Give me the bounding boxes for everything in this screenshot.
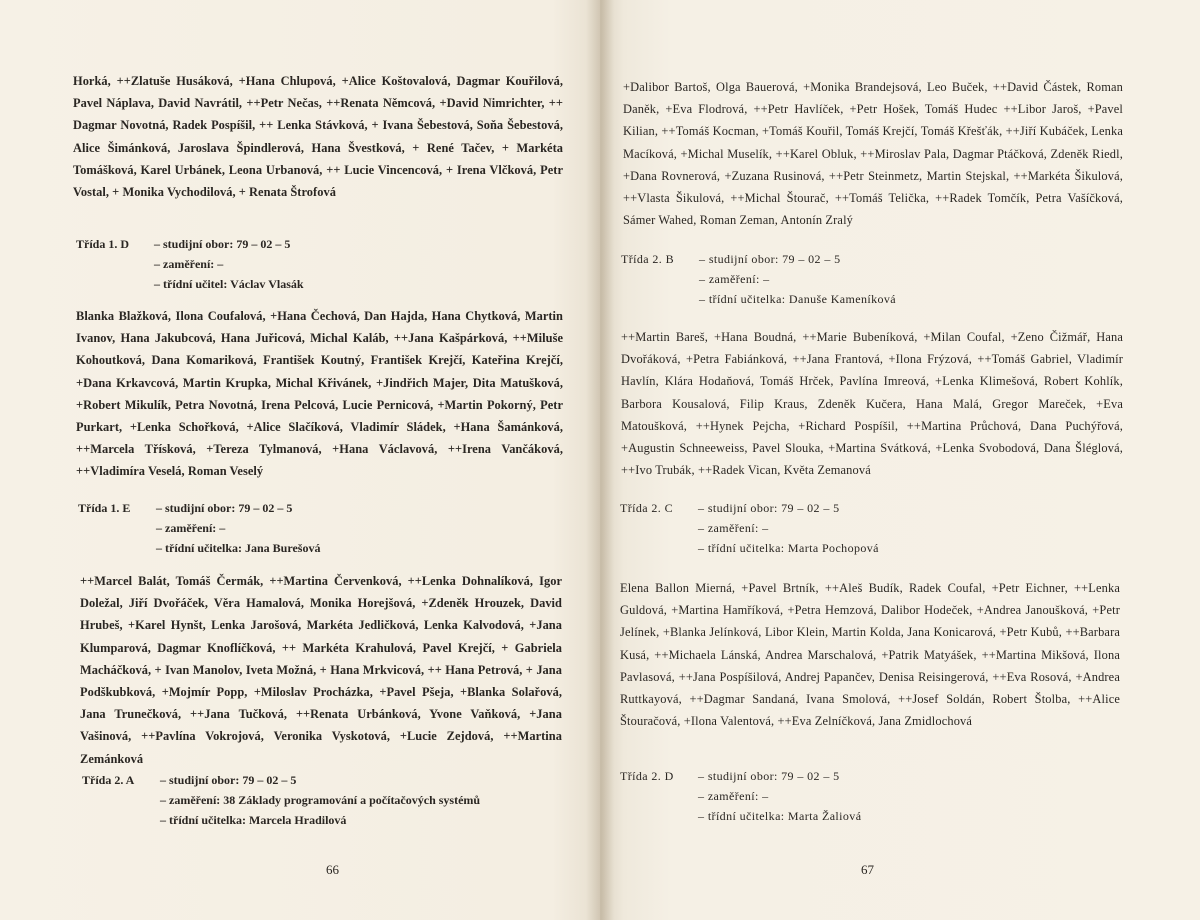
intro-student-list: Horká, ++Zlatuše Husáková, +Hana Chlupová, +Alice Koštovalová, Dagmar Kouřilová, Pavel Náplava, David Navrátil, ++Petr Nečas, ++Renata Němcová, +David Nimrichter, ++ Dagmar Novotná, Radek Pospíšil, ++ Lenka Stávková, + Ivana Šebestová, Soňa Šebestová, Alice Šimánková, Jaroslava Špindlerová, Hana Švestková, + René Tačev, + Markéta Tomášková, Karel Urbánek, Leona Urbanová, ++ Lucie Vincencová, + Irena Vlčková, Petr Vostal, + Monika Vychodilová, + Renata Štrofová — [73, 74, 563, 200]
class-label: Třída 2. D — [620, 769, 674, 783]
class-teacher: – třídní učitelka: Marta Pochopová — [698, 538, 879, 558]
field-of-study: – studijní obor: 79 – 02 – 5 — [160, 770, 480, 790]
book-gutter — [586, 0, 614, 920]
focus: – zaměření: – — [698, 518, 879, 538]
class-teacher: – třídní učitelka: Danuše Kameníková — [699, 289, 896, 309]
class-label: Třída 1. E — [78, 501, 131, 515]
student-list-2b: ++Martin Bareš, +Hana Boudná, ++Marie Bubeníková, +Milan Coufal, +Zeno Čižmář, Hana Dvořáková, +Petra Fabiánková, ++Jana Frantová, +Ilona Frýzová, ++Tomáš Gabriel, Vladimír Havlín, Klára Hodaňová, Tomáš Hrček, Pavlína Imreová, +Lenka Klimešová, Robert Kohlík, Barbora Kousalová, Filip Kraus, Zdeněk Kučera, Hana Malá, Gregor Mareček, +Eva Matoušková, ++Hynek Pejcha, +Richard Pospíšil, ++Martina Průchová, Dana Puchýřová, +Augustin Schneeweiss, Pavel Slouka, +Martina Svátková, +Lenka Svobodová, Dana Šléglová, ++Ivo Trubák, ++Radek Vican, Květa Zemanová — [621, 330, 1123, 478]
class-teacher: – třídní učitel: Václav Vlasák — [154, 274, 304, 294]
focus: – zaměření: 38 Základy programování a počítačových systémů — [160, 790, 480, 810]
class-label: Třída 2. C — [620, 501, 673, 515]
class-label: Třída 1. D — [76, 237, 130, 251]
field-of-study: – studijní obor: 79 – 02 – 5 — [698, 766, 861, 786]
class-label: Třída 2. B — [621, 252, 674, 266]
student-list-1d: Blanka Blažková, Ilona Coufalová, +Hana Čechová, Dan Hajda, Hana Chytková, Martin Ivanov, Hana Jakubcová, Hana Juřicová, Michal Kaláb, ++Jana Kašpárková, ++Miluše Kohoutková, Dana Komariková, František Koutný, František Krejčí, Kateřina Krejčí, +Dana Krkavcová, Martin Krupka, Michal Křivánek, +Jindřich Majer, Dita Matušková, +Robert Mikulík, Petra Novotná, Irena Pelcová, Lucie Pernicová, +Martin Pokorný, Petr Purkart, +Lenka Schořková, +Alice Slačíková, Vladimír Sládek, +Hana Šamánková, ++Marcela Třísková, +Tereza Tylmanová, +Hana Václavová, ++Irena Vančáková, ++Vladimíra Veselá, Roman Veselý — [76, 309, 563, 479]
class-label: Třída 2. A — [82, 773, 135, 787]
class-teacher: – třídní učitelka: Marcela Hradilová — [160, 810, 480, 830]
intro-student-list: +Dalibor Bartoš, Olga Bauerová, +Monika Brandejsová, Leo Buček, ++David Částek, Roman Daněk, +Eva Flodrová, ++Petr Havlíček, +Petr Hošek, Tomáš Hudec ++Libor Jaroš, +Pavel Kilian, ++Tomáš Kocman, +Tomáš Kouřil, Tomáš Krejčí, Tomáš Křešťák, ++Jiří Kubáček, Lenka Macíková, +Michal Muselík, ++Karel Obluk, ++Miroslav Pala, Dagmar Ptáčková, Zdeněk Riedl, +Dana Rovnerová, +Zuzana Rusinová, ++Petr Steinmetz, Martin Stejskal, ++Markéta Šikulová, ++Vlasta Šikulová, ++Michal Štourač, ++Tomáš Telička, ++Radek Tomčík, Petra Vašíčková, Sámer Wahed, Roman Zeman, Antonín Zralý — [623, 80, 1123, 228]
field-of-study: – studijní obor: 79 – 02 – 5 — [156, 498, 320, 518]
field-of-study: – studijní obor: 79 – 02 – 5 — [698, 498, 879, 518]
focus: – zaměření: – — [156, 518, 320, 538]
focus: – zaměření: – — [698, 786, 861, 806]
right-page — [600, 0, 1200, 920]
focus: – zaměření: – — [154, 254, 304, 274]
class-teacher: – třídní učitelka: Jana Burešová — [156, 538, 320, 558]
focus: – zaměření: – — [699, 269, 896, 289]
student-list-2c: Elena Ballon Mierná, +Pavel Brtník, ++Aleš Budík, Radek Coufal, +Petr Eichner, ++Lenka Guldová, +Martina Hamříková, +Petra Hemzová, Dalibor Hodeček, +Andrea Janoušková, +Petr Jelínek, +Blanka Jelínková, Libor Klein, Martin Kolda, Jana Konicarová, +Petr Kubů, ++Barbara Kusá, ++Michaela Lánská, Andrea Marschalová, +Patrik Matyášek, ++Martina Mikšová, Ilona Pavlasová, ++Jana Pospíšilová, Andrej Papančev, Denisa Reisingerová, ++Eva Rosová, +Andrea Ruttkayová, ++Dagmar Sandaná, Ivana Smolová, ++Josef Soldán, Robert Štolba, ++Alice Štouračová, +Ilona Valentová, ++Eva Zelníčková, Jana Zmidlochová — [620, 581, 1120, 729]
page-number: 66 — [326, 862, 339, 877]
class-teacher: – třídní učitelka: Marta Žaliová — [698, 806, 861, 826]
field-of-study: – studijní obor: 79 – 02 – 5 — [699, 249, 896, 269]
field-of-study: – studijní obor: 79 – 02 – 5 — [154, 234, 304, 254]
page-number: 67 — [861, 862, 874, 877]
student-list-1e: ++Marcel Balát, Tomáš Čermák, ++Martina Červenková, ++Lenka Dohnalíková, Igor Doležal, Jiří Dvořáček, Věra Hamalová, Monika Horejšová, +Zdeněk Hrouzek, David Hrubeš, +Karel Hynšt, Lenka Jarošová, Markéta Jedličková, Lenka Kalvodová, +Jana Klumparová, Dagmar Knoflíčková, ++ Markéta Krahulová, Pavel Krejčí, + Gabriela Macháčková, + Ivan Manolov, Iveta Možná, + Hana Mrkvicová, ++ Hana Petrová, + Jana Podškubková, +Mojmír Popp, +Miloslav Procházka, +Pavel Pšeja, +Blanka Solařová, Jana Trunečková, ++Jana Tučková, ++Renata Urbánková, Yvone Vaňková, +Jana Vašinová, ++Pavlína Vokrojová, Veronika Vyskotová, +Lucie Zejdová, ++Martina Zemánková — [80, 574, 562, 766]
